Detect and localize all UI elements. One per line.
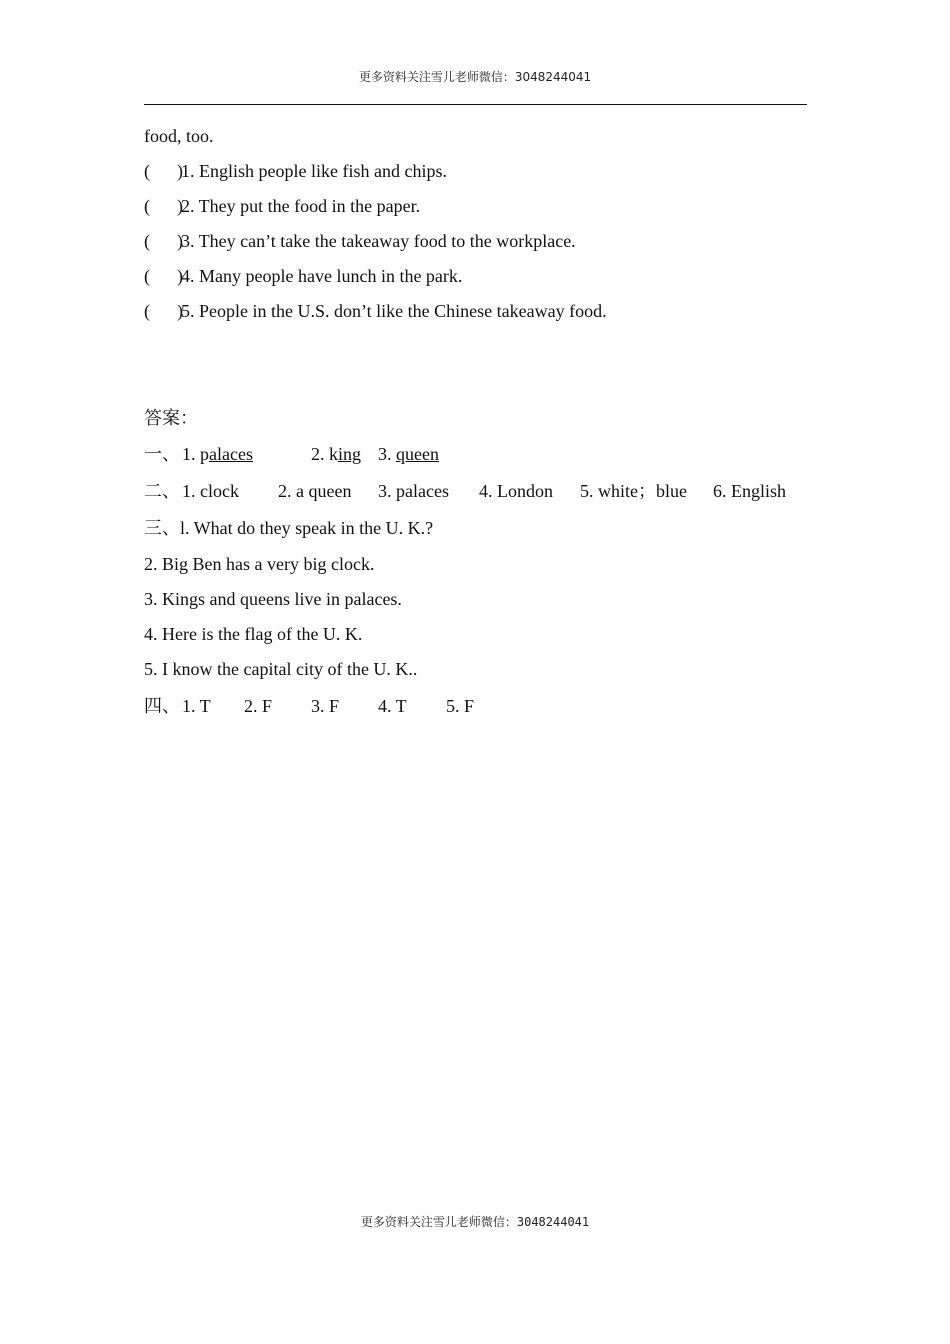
answer-item: 2. king <box>311 444 362 464</box>
answer-item: 2. F <box>244 696 273 716</box>
answer-item: 6. English <box>713 481 787 501</box>
answer-item: 1. clock <box>182 481 239 501</box>
answer-bracket: ( ) <box>144 196 183 216</box>
answer-item: 2. a queen <box>278 481 352 501</box>
page-header: 更多资料关注雪儿老师微信：3048244041 <box>358 70 592 84</box>
answer-item: 5. white；blue <box>580 481 687 501</box>
answer-bracket: ( ) <box>144 161 183 181</box>
answer-item: 3. palaces <box>378 481 449 501</box>
part4-prefix: 四、 <box>144 696 180 716</box>
question-row <box>144 160 447 182</box>
part2-prefix: 二、 <box>144 481 180 501</box>
answer-bracket: ( ) <box>144 231 183 251</box>
answers-title: 答案： <box>144 408 198 428</box>
question-row <box>144 195 421 217</box>
answer-item: 2. Big Ben has a very big clock. <box>144 554 375 574</box>
passage-tail: food, too. <box>144 126 214 146</box>
answer-item: 4. London <box>479 481 553 501</box>
answer-item: 1. T <box>182 696 211 716</box>
question-row <box>144 230 576 252</box>
answer-item: 5. I know the capital city of the U. K.. <box>144 659 418 679</box>
question-text: 3. They can’t take the takeaway food to the workplace. <box>181 231 576 251</box>
question-row <box>144 265 463 287</box>
header-divider <box>144 104 807 105</box>
answer-item: 3. F <box>311 696 340 716</box>
answer-item: 3. queen <box>378 444 439 464</box>
answer-item: 三、l. What do they speak in the U. K.? <box>144 518 434 538</box>
page-footer: 更多资料关注雪儿老师微信：3048244041 <box>360 1215 590 1229</box>
answer-item: 4. T <box>378 696 407 716</box>
part3-prefix: 三、 <box>144 518 180 538</box>
answer-item: 3. Kings and queens live in palaces. <box>144 589 402 609</box>
answer-item: 1. palaces <box>182 444 253 464</box>
answer-item: 4. Here is the flag of the U. K. <box>144 624 363 644</box>
answer-bracket: ( ) <box>144 266 183 286</box>
question-text: 2. They put the food in the paper. <box>181 196 421 216</box>
part1-prefix: 一、 <box>144 444 180 464</box>
question-text: 1. English people like fish and chips. <box>181 161 447 181</box>
answer-bracket: ( ) <box>144 301 183 321</box>
question-text: 4. Many people have lunch in the park. <box>181 266 463 286</box>
answer-item: 5. F <box>446 696 475 716</box>
question-row <box>144 300 607 322</box>
question-text: 5. People in the U.S. don’t like the Chinese takeaway food. <box>181 301 607 321</box>
